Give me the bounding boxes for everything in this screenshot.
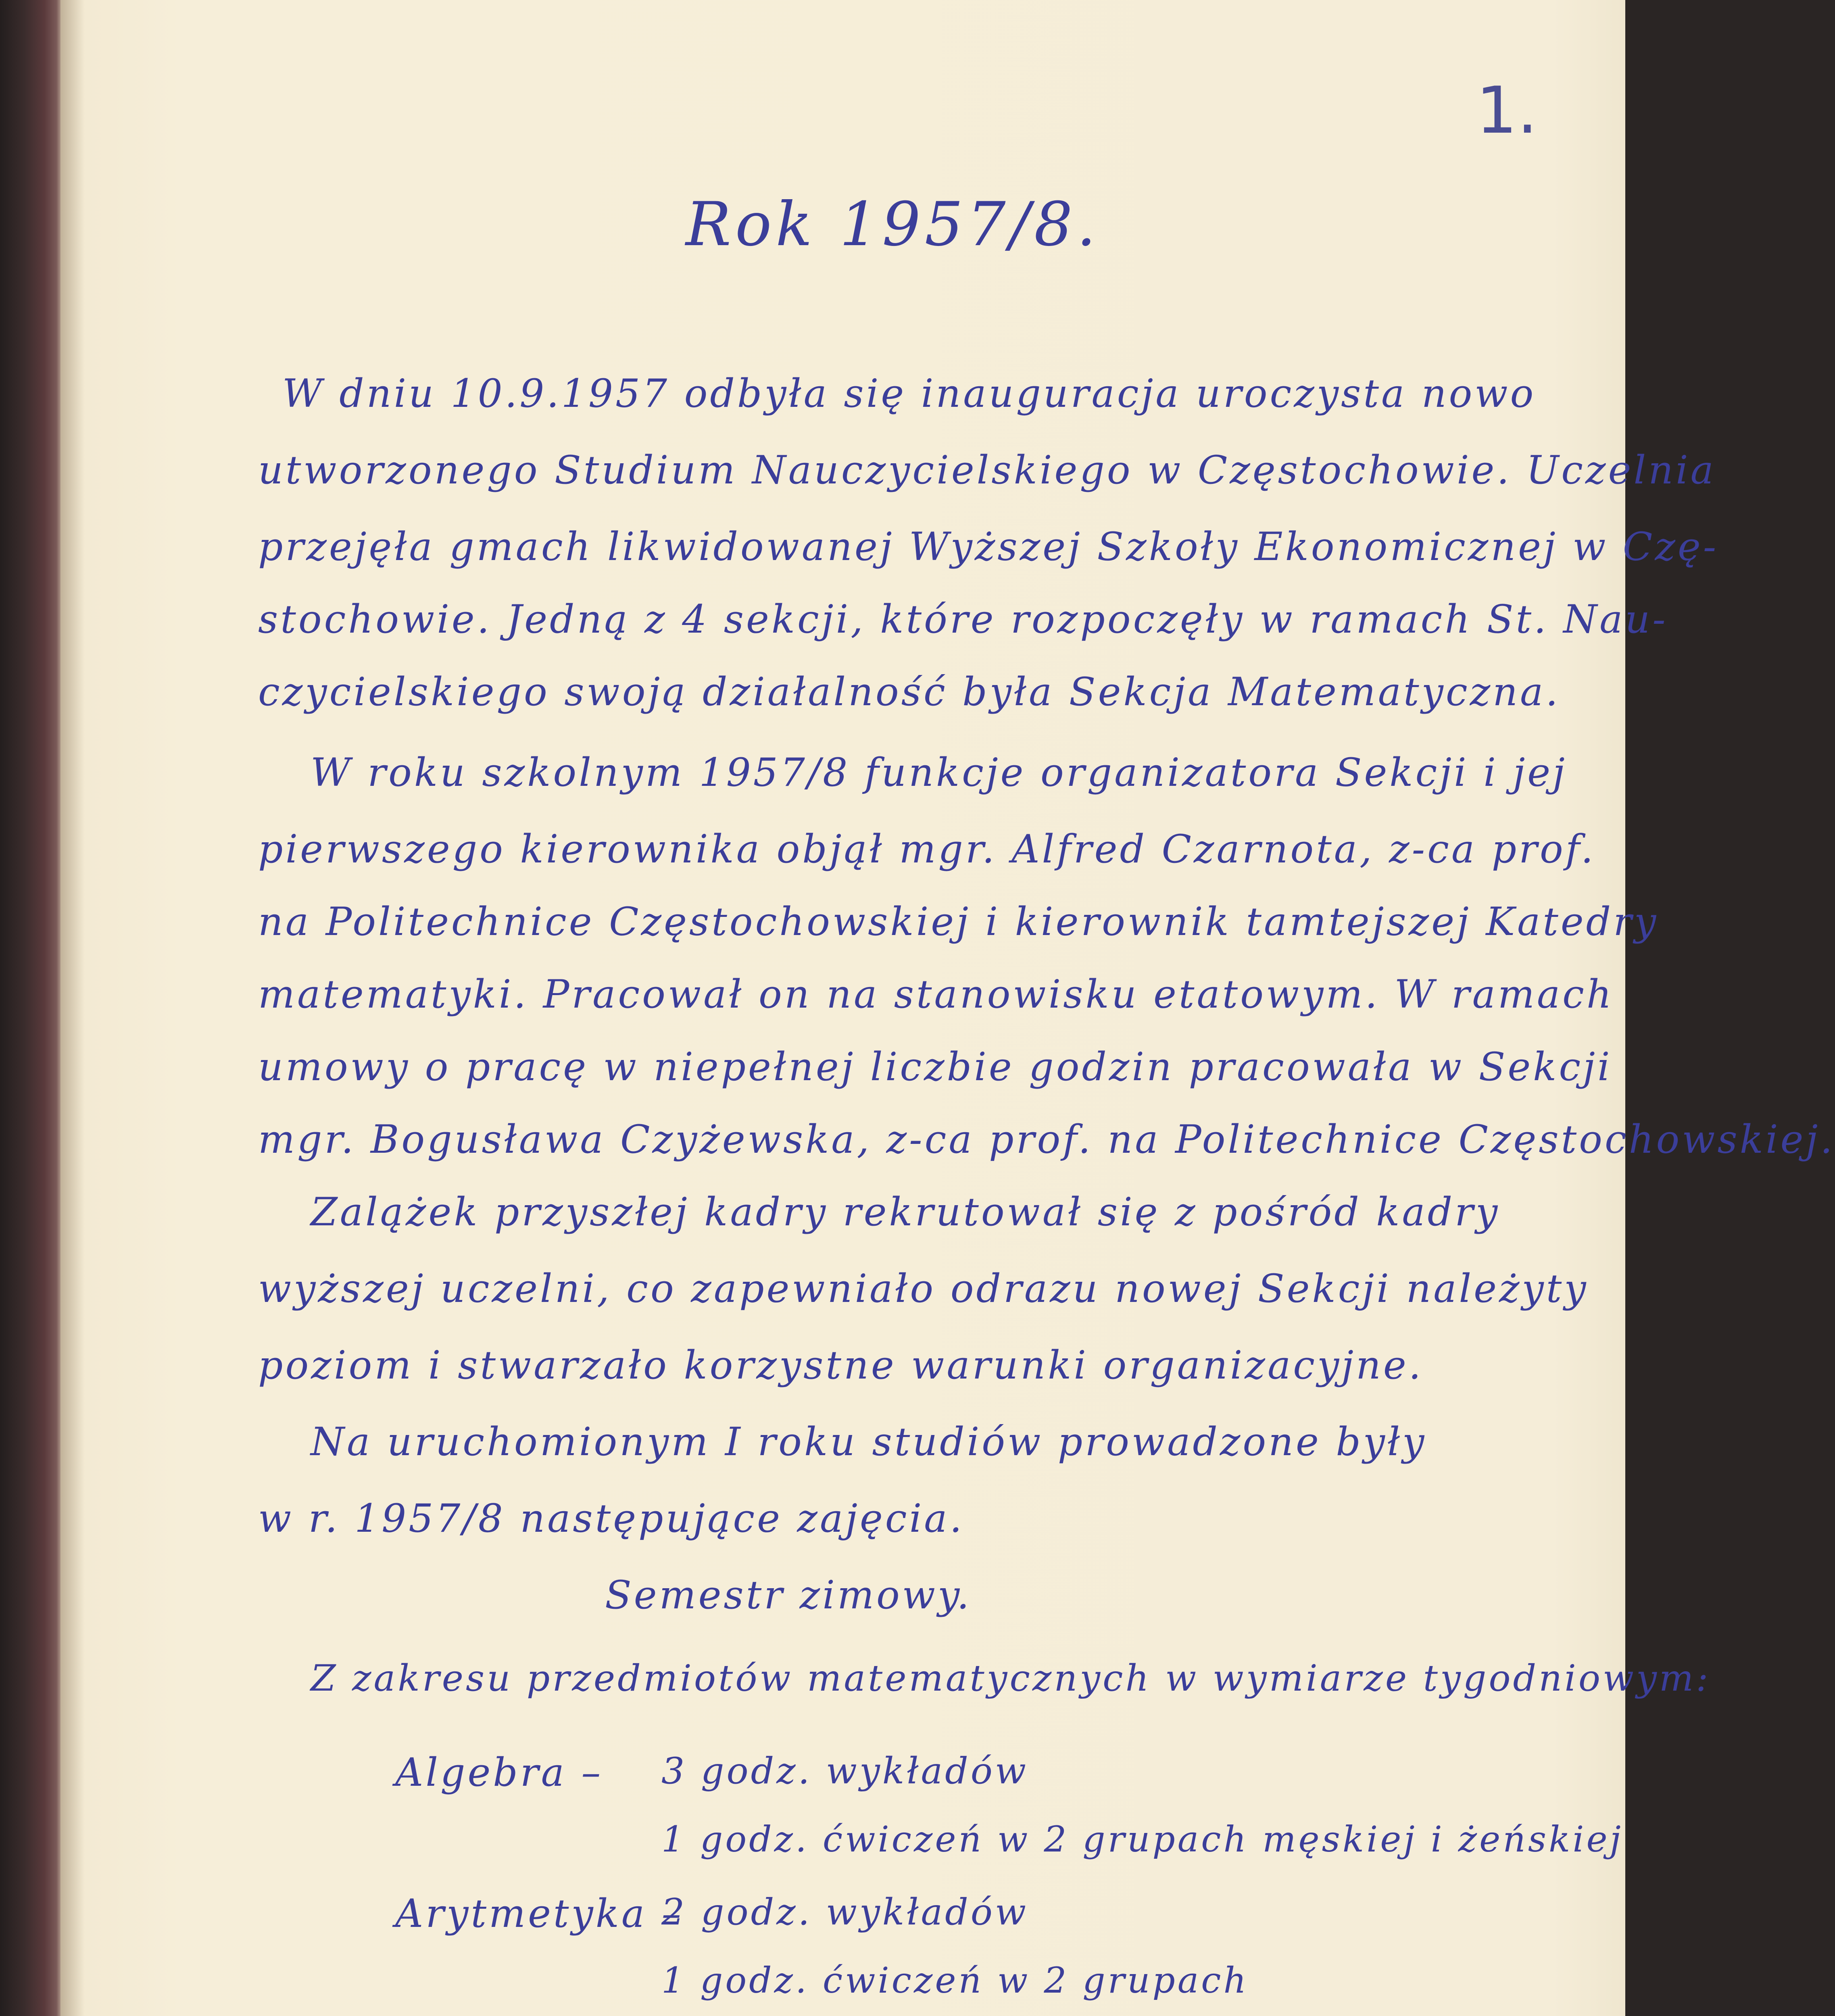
- paragraph-1-line-5: czycielskiego swoją działalność była Sekcja Matematyczna.: [258, 669, 1560, 714]
- paragraph-2-line-4: matematyki. Pracował on na stanowisku etatowym. W ramach: [258, 972, 1614, 1017]
- page-number: 1.: [1476, 73, 1538, 148]
- paragraph-3-line-3: poziom i stwarzało korzystne warunki organizacyjne.: [258, 1343, 1424, 1388]
- subject-arytmetyka-detail-1: 2 godz. wykładów: [661, 1891, 1028, 1933]
- paragraph-3-line-2: wyższej uczelni, co zapewniało odrazu nowej Sekcji należyty: [258, 1266, 1589, 1311]
- paragraph-2-line-6: mgr. Bogusława Czyżewska, z-ca prof. na Politechnice Częstochowskiej.: [258, 1117, 1835, 1162]
- paragraph-3-line-1: Zalążek przyszłej kadry rekrutował się z pośród kadry: [311, 1189, 1500, 1235]
- page-gutter-shadow: [60, 0, 85, 2016]
- paragraph-2-line-1: W roku szkolnym 1957/8 funkcje organizatora Sekcji i jej: [311, 750, 1567, 795]
- page-title: Rok 1957/8.: [686, 190, 1100, 260]
- subject-arytmetyka-detail-2: 1 godz. ćwiczeń w 2 grupach: [661, 1960, 1249, 2001]
- paragraph-1-line-4: stochowie. Jedną z 4 sekcji, które rozpoczęły w ramach St. Nau-: [258, 597, 1668, 642]
- subject-algebra-detail-1: 3 godz. wykładów: [661, 1750, 1028, 1792]
- paragraph-2-line-2: pierwszego kierownika objął mgr. Alfred Czarnota, z-ca prof.: [258, 827, 1596, 872]
- subject-name-algebra: Algebra –: [395, 1750, 603, 1795]
- paragraph-2-line-5: umowy o pracę w niepełnej liczbie godzin pracowała w Sekcji: [258, 1044, 1612, 1089]
- subject-algebra-detail-2: 1 godz. ćwiczeń w 2 grupach męskiej i żeńskiej: [661, 1818, 1623, 1860]
- paragraph-1-line-1: W dniu 10.9.1957 odbyła się inauguracja uroczysta nowo: [282, 371, 1536, 416]
- book-binding-edge: [0, 0, 71, 2016]
- paragraph-1-line-3: przejęła gmach likwidowanej Wyższej Szkoły Ekonomicznej w Czę-: [258, 524, 1719, 569]
- paragraph-1-line-2: utworzonego Studium Nauczycielskiego w Częstochowie. Uczelnia: [258, 448, 1716, 493]
- paragraph-4-line-2: w r. 1957/8 następujące zajęcia.: [258, 1496, 965, 1541]
- semester-heading: Semestr zimowy.: [605, 1572, 972, 1618]
- subjects-intro-line: Z zakresu przedmiotów matematycznych w wymiarze tygodniowym:: [311, 1657, 1711, 1699]
- subject-name-arytmetyka: Arytmetyka –: [395, 1891, 684, 1936]
- paragraph-4-line-1: Na uruchomionym I roku studiów prowadzone były: [311, 1419, 1427, 1464]
- paragraph-2-line-3: na Politechnice Częstochowskiej i kierownik tamtejszej Katedry: [258, 899, 1659, 944]
